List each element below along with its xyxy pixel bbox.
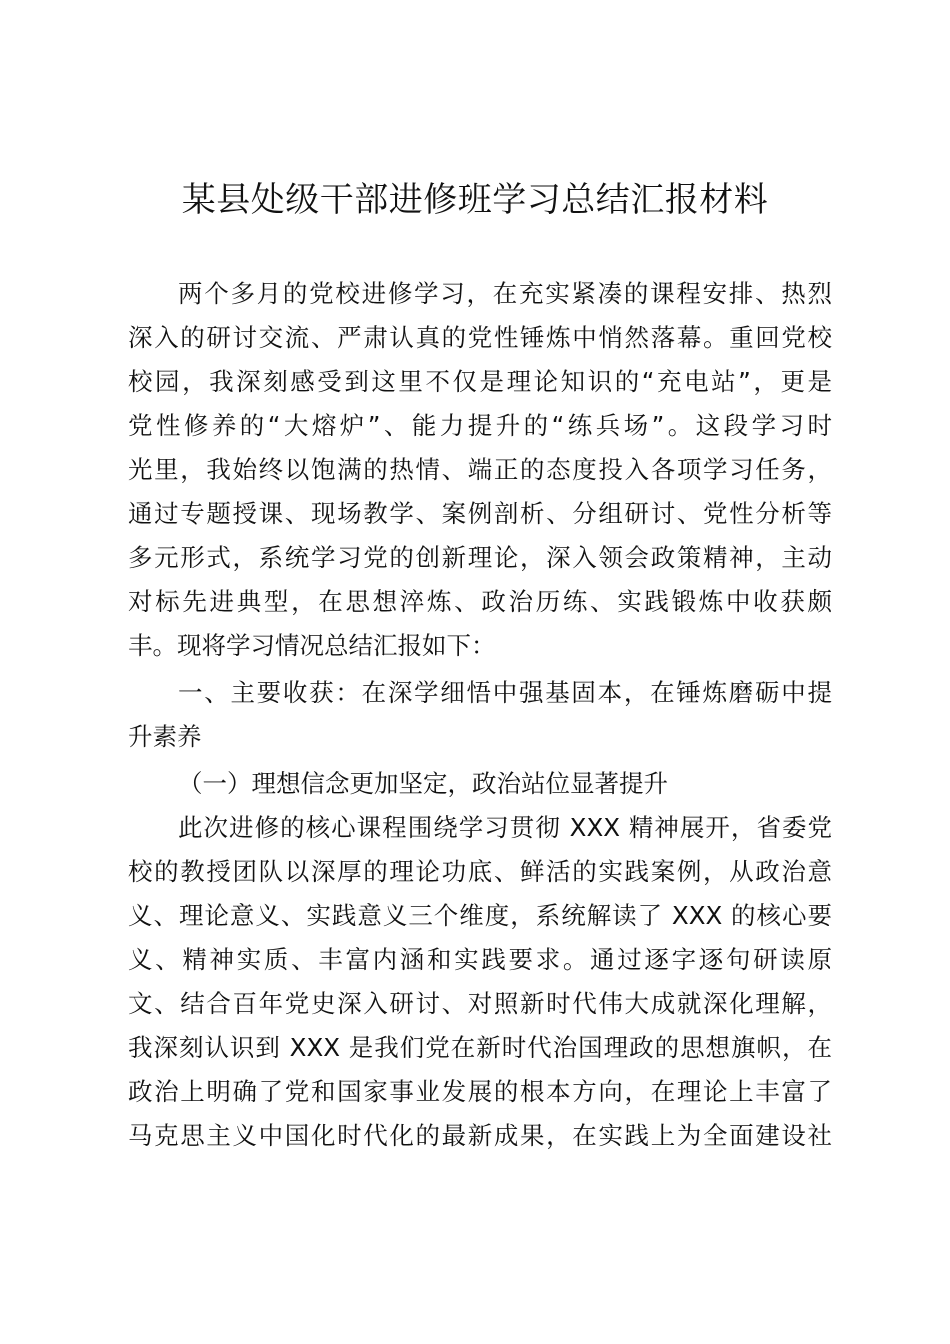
text-line: 义、精神实质、丰富内涵和实践要求。通过逐字逐句研读原 [128,945,832,974]
text-line: （一）理想信念更加坚定，政治站位显著提升 [178,769,668,798]
text-line: 丰。现将学习情况总结汇报如下： [128,631,496,660]
text-line: 深入的研讨交流、严肃认真的党性锤炼中悄然落幕。重回党校 [128,323,832,352]
text-line: 马克思主义中国化时代化的最新成果，在实践上为全面建设社 [128,1121,832,1150]
text-line: 义、理论意义、实践意义三个维度，系统解读了 XXX 的核心要 [128,901,832,930]
text-line: 校园，我深刻感受到这里不仅是理论知识的“充电站”，更是 [128,367,832,396]
text-line: 多元形式，系统学习党的创新理论，深入领会政策精神，主动 [128,543,832,572]
text-line: 我深刻认识到 XXX 是我们党在新时代治国理政的思想旗帜，在 [128,1033,832,1062]
text-line: 对标先进典型，在思想淬炼、政治历练、实践锻炼中收获颇 [128,587,832,616]
paragraph-intro [128,272,832,668]
text-line: 两个多月的党校进修学习，在充实紧凑的课程安排、热烈 [178,279,832,308]
text-line: 光里，我始终以饱满的热情、端正的态度投入各项学习任务， [128,455,832,484]
text-line: 升素养 [128,722,202,751]
text-line: 党性修养的“大熔炉”、能力提升的“练兵场”。这段学习时 [128,411,832,440]
text-line: 政治上明确了党和国家事业发展的根本方向，在理论上丰富了 [128,1077,832,1106]
text-line: 校的教授团队以深厚的理论功底、鲜活的实践案例，从政治意 [128,857,832,886]
document-title: 某县处级干部进修班学习总结汇报材料 [181,180,769,220]
subsection-heading-1 [128,762,832,806]
document-body [128,272,832,1158]
section-heading-1 [128,671,832,759]
paragraph-body [128,806,832,1158]
text-line: 文、结合百年党史深入研讨、对照新时代伟大成就深化理解， [128,989,832,1018]
text-line: 此次进修的核心课程围绕学习贯彻 XXX 精神展开，省委党 [178,813,832,842]
text-line: 通过专题授课、现场教学、案例剖析、分组研讨、党性分析等 [128,499,832,528]
text-line: 一、主要收获：在深学细悟中强基固本，在锤炼磨砺中提 [178,678,832,707]
